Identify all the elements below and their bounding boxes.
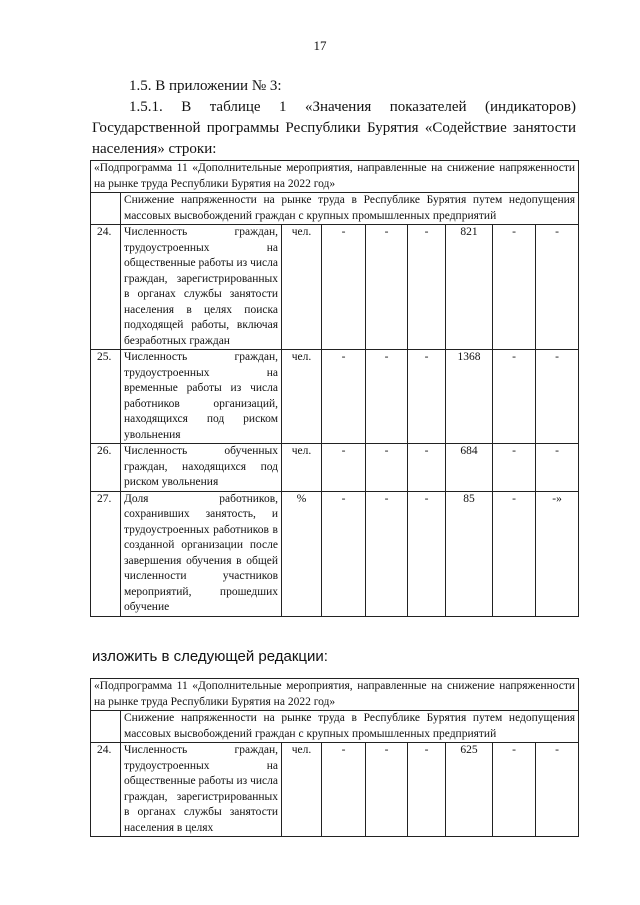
value-cell: - <box>408 225 446 350</box>
value-cell: - <box>366 444 408 492</box>
value-cell: 821 <box>446 225 493 350</box>
row-number: 27. <box>91 491 121 616</box>
indicators-table-old <box>90 160 579 617</box>
page-number: 17 <box>313 38 327 53</box>
indicator-name: Численность граждан, трудоустроенных на общественные работы из числа граждан, зарегистрированных в органах службы занятости населения в целях <box>121 743 282 837</box>
value-cell: - <box>536 350 579 444</box>
value-cell: - <box>322 491 366 616</box>
row-number: 25. <box>91 350 121 444</box>
subprogram-header: «Подпрограмма 11 «Дополнительные мероприятия, направленные на снижение напряженности на рынке труда Республики Бурятия на 2022 год» <box>91 679 579 711</box>
table-row <box>91 444 579 492</box>
subprogram-header: «Подпрограмма 11 «Дополнительные мероприятия, направленные на снижение напряженности на рынке труда Республики Бурятия на 2022 год» <box>91 161 579 193</box>
value-cell: - <box>493 350 536 444</box>
value-cell: 1368 <box>446 350 493 444</box>
row-number: 24. <box>91 743 121 837</box>
intro-paragraph: 1.5.1. В таблице 1 «Значения показателей (индикаторов) Государственной программы Республики Бурятия «Содействие занятости населения» строки: <box>92 99 576 157</box>
value-cell: - <box>493 225 536 350</box>
value-cell: - <box>366 350 408 444</box>
value-cell: 684 <box>446 444 493 492</box>
unit-cell: чел. <box>282 350 322 444</box>
unit-cell: чел. <box>282 444 322 492</box>
indicator-name: Численность граждан, трудоустроенных на временные работы из числа работников организаций, находящихся под риском увольнения <box>121 350 282 444</box>
value-cell: - <box>366 743 408 837</box>
value-cell: - <box>322 350 366 444</box>
intro-heading: 1.5. В приложении № 3: <box>129 78 282 94</box>
unit-cell: чел. <box>282 225 322 350</box>
indicators-table-new <box>90 678 579 837</box>
value-cell: -» <box>536 491 579 616</box>
empty-cell <box>91 193 121 225</box>
value-cell: - <box>366 491 408 616</box>
value-cell: - <box>408 491 446 616</box>
value-cell: - <box>408 444 446 492</box>
value-cell: - <box>322 743 366 837</box>
row-number: 24. <box>91 225 121 350</box>
value-cell: - <box>366 225 408 350</box>
task-header: Снижение напряженности на рынке труда в Республике Бурятия путем недопущения массовых высвобождений граждан с крупных промышленных предприятий <box>121 711 579 743</box>
table-row <box>91 491 579 616</box>
unit-cell: чел. <box>282 743 322 837</box>
value-cell: - <box>536 225 579 350</box>
value-cell: - <box>493 491 536 616</box>
value-cell: - <box>536 743 579 837</box>
table-row <box>91 350 579 444</box>
value-cell: 85 <box>446 491 493 616</box>
indicator-name: Доля работников, сохранивших занятость, и трудоустроенных работников в созданной организации после завершения обучения в общей численности участников мероприятий, прошедших обучение <box>121 491 282 616</box>
value-cell: - <box>408 743 446 837</box>
table-row <box>91 225 579 350</box>
table-row <box>91 743 579 837</box>
value-cell: 625 <box>446 743 493 837</box>
value-cell: - <box>322 444 366 492</box>
row-number: 26. <box>91 444 121 492</box>
value-cell: - <box>536 444 579 492</box>
replacement-note: изложить в следующей редакции: <box>92 648 328 665</box>
value-cell: - <box>408 350 446 444</box>
value-cell: - <box>493 444 536 492</box>
indicator-name: Численность обученных граждан, находящихся под риском увольнения <box>121 444 282 492</box>
task-header: Снижение напряженности на рынке труда в Республике Бурятия путем недопущения массовых высвобождений граждан с крупных промышленных предприятий <box>121 193 579 225</box>
value-cell: - <box>322 225 366 350</box>
unit-cell: % <box>282 491 322 616</box>
empty-cell <box>91 711 121 743</box>
value-cell: - <box>493 743 536 837</box>
indicator-name: Численность граждан, трудоустроенных на общественные работы из числа граждан, зарегистрированных в органах службы занятости населения в целях поиска подходящей работы, включая безработных граждан <box>121 225 282 350</box>
